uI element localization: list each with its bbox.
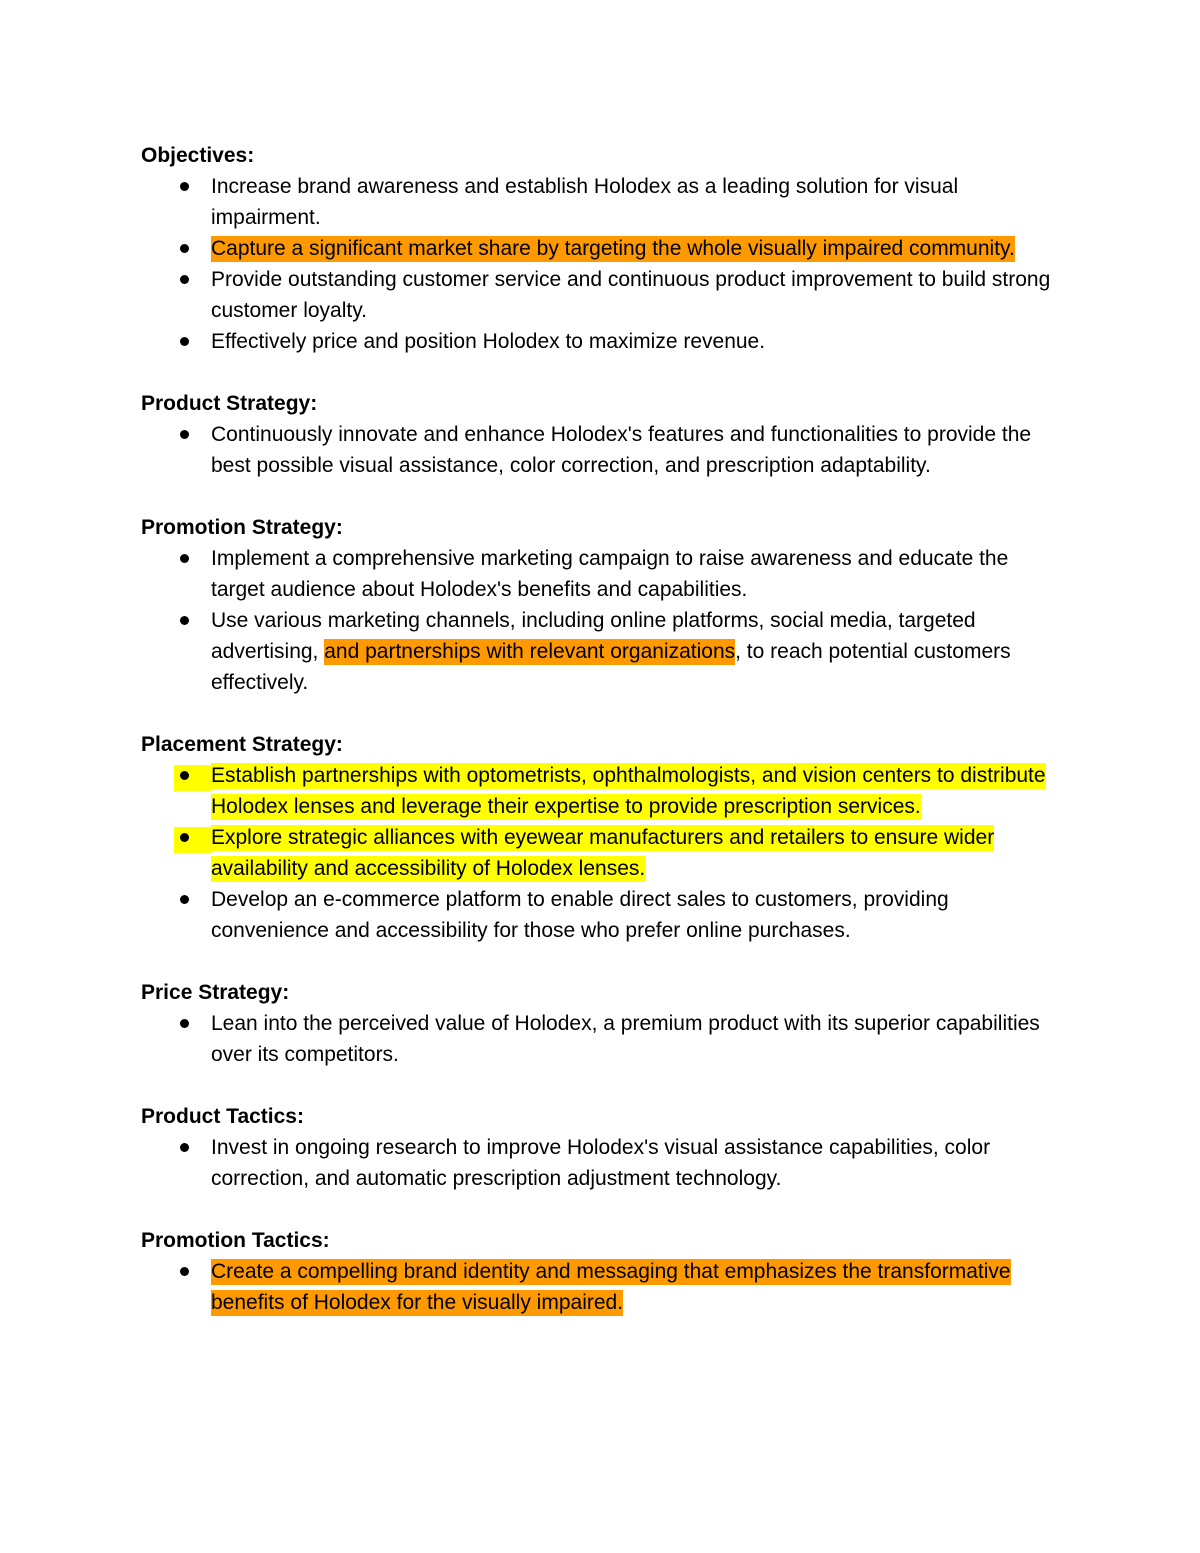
section-placement-strategy [141,729,1061,946]
list-item-text: Lean into the perceived value of Holodex, a premium product with its superior capabilities over its competitors. [211,1012,1040,1066]
section-heading: Promotion Strategy: [141,516,343,539]
highlighted-text: Create a compelling brand identity and messaging that emphasizes the transformative benefits of Holodex for the visually impaired. [211,1260,1011,1314]
bullet-icon [180,771,189,780]
list-item-text: Provide outstanding customer service and continuous product improvement to build strong customer loyalty. [211,268,1051,322]
bullet-icon [180,1143,189,1152]
list-item [141,171,1061,233]
list-item [141,233,1061,264]
highlighted-text: Capture a significant market share by targeting the whole visually impaired community. [211,237,1015,260]
document-body [141,140,1061,1349]
section-heading: Promotion Tactics: [141,1229,330,1252]
list-item [141,419,1061,481]
list-item [141,326,1061,357]
list-item [141,1008,1061,1070]
list-item-text: Continuously innovate and enhance Holodex's features and functionalities to provide the best possible visual assistance, color correction, and prescription adaptability. [211,423,1032,477]
section-promotion-strategy [141,512,1061,698]
bullet-icon [180,182,189,191]
bullet-icon [180,895,189,904]
list-item [141,605,1061,698]
list-item [141,760,1061,822]
highlighted-text: Explore strategic alliances with eyewear manufacturers and retailers to ensure wider availability and accessibility of Holodex lenses. [211,826,995,880]
bullet-icon [180,337,189,346]
section-heading: Price Strategy: [141,981,290,1004]
bullet-icon [180,554,189,563]
list-item [141,264,1061,326]
section-product-tactics [141,1101,1061,1194]
bullet-icon [180,616,189,625]
section-heading: Product Strategy: [141,392,318,415]
section-heading: Objectives: [141,144,255,167]
highlighted-text: and partnerships with relevant organizations [324,640,736,663]
bullet-list [141,543,1061,698]
section-promotion-tactics [141,1225,1061,1318]
bullet-list [141,419,1061,481]
highlighted-text: Establish partnerships with optometrists, ophthalmologists, and vision centers to distribute Holodex lenses and leverage their expertise to provide prescription services. [211,764,1046,818]
bullet-icon [180,1267,189,1276]
list-item-text: Increase brand awareness and establish Holodex as a leading solution for visual impairment. [211,175,959,229]
list-item [141,543,1061,605]
section-heading: Product Tactics: [141,1105,304,1128]
bullet-list [141,1132,1061,1194]
section-objectives [141,140,1061,357]
bullet-icon [180,244,189,253]
list-item-text: , to reach potential customers effectively. [211,640,1011,694]
bullet-list [141,171,1061,357]
list-item-text: Invest in ongoing research to improve Holodex's visual assistance capabilities, color correction, and automatic prescription adjustment technology. [211,1136,991,1190]
list-item [141,822,1061,884]
section-product-strategy [141,388,1061,481]
section-price-strategy [141,977,1061,1070]
bullet-icon [180,833,189,842]
highlight-background [174,765,211,791]
bullet-list [141,1256,1061,1318]
list-item [141,1256,1061,1318]
section-heading: Placement Strategy: [141,733,343,756]
bullet-icon [180,430,189,439]
list-item-text: Effectively price and position Holodex to maximize revenue. [211,330,766,353]
bullet-list [141,760,1061,946]
list-item-text: Use various marketing channels, including online platforms, social media, targeted advertising, [211,609,976,663]
bullet-list [141,1008,1061,1070]
list-item-text: Develop an e-commerce platform to enable direct sales to customers, providing convenience and accessibility for those who prefer online purchases. [211,888,949,942]
bullet-icon [180,275,189,284]
list-item [141,884,1061,946]
list-item [141,1132,1061,1194]
highlight-background [174,827,211,853]
bullet-icon [180,1019,189,1028]
list-item-text: Implement a comprehensive marketing campaign to raise awareness and educate the target audience about Holodex's benefits and capabilities. [211,547,1009,601]
